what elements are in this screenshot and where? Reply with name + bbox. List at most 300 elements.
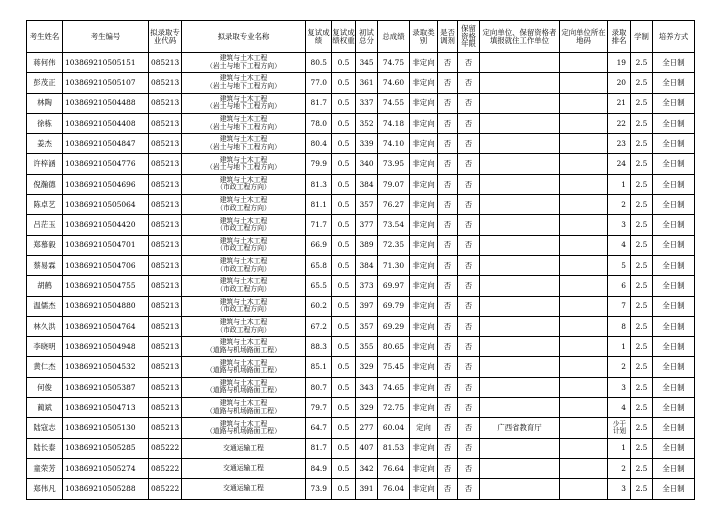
major-cell [182, 316, 306, 336]
total-score-cell: 79.07 [378, 174, 410, 194]
name-cell: 胡鹤 [27, 276, 63, 296]
weight-cell: 0.5 [332, 337, 356, 357]
rank-cell: 3 [608, 479, 631, 499]
total-score-cell: 71.30 [378, 255, 410, 275]
years-cell: 2.5 [631, 316, 653, 336]
table-row [27, 316, 695, 336]
column-header: 拟录取专业名称 [182, 21, 306, 53]
id-cell: 103869210504713 [63, 398, 149, 418]
adjust-cell: 否 [438, 296, 458, 316]
code-cell: 085213 [149, 215, 182, 235]
table-row [27, 337, 695, 357]
column-header: 是否调剂 [438, 21, 458, 53]
years-cell: 2.5 [631, 255, 653, 275]
id-cell: 103869210504420 [63, 215, 149, 235]
category-cell: 定向 [410, 418, 438, 438]
name-cell: 李晓明 [27, 337, 63, 357]
code-cell: 085213 [149, 73, 182, 93]
years-cell: 2.5 [631, 377, 653, 397]
total-score-cell: 74.75 [378, 53, 410, 73]
id-cell: 103869210504706 [63, 255, 149, 275]
location-code-cell [560, 113, 608, 133]
unit-cell [480, 479, 560, 499]
total-score-cell: 80.65 [378, 337, 410, 357]
id-cell: 103869210505130 [63, 418, 149, 438]
table-row [27, 215, 695, 235]
category-cell: 非定向 [410, 235, 438, 255]
id-cell: 103869210505064 [63, 195, 149, 215]
unit-cell [480, 337, 560, 357]
adjust-cell: 否 [438, 255, 458, 275]
name-cell: 许梓涵 [27, 154, 63, 174]
reserve-cell: 否 [458, 337, 480, 357]
table-row [27, 438, 695, 458]
category-cell: 非定向 [410, 113, 438, 133]
location-code-cell [560, 418, 608, 438]
category-cell: 非定向 [410, 276, 438, 296]
major-direction: （道路与机场路面工程） [206, 406, 281, 415]
category-cell: 非定向 [410, 479, 438, 499]
weight-cell: 0.5 [332, 113, 356, 133]
id-cell: 103869210504696 [63, 174, 149, 194]
initial-score-cell: 389 [356, 235, 378, 255]
major-cell [182, 154, 306, 174]
column-header: 定向单位所在地码 [560, 21, 608, 53]
reserve-cell: 否 [458, 479, 480, 499]
table-row [27, 113, 695, 133]
rank-cell: 3 [608, 215, 631, 235]
reserve-cell: 否 [458, 316, 480, 336]
column-header: 培养方式 [653, 21, 695, 53]
major-name: 建筑与土木工程 [219, 216, 268, 225]
name-cell: 陈卓艺 [27, 195, 63, 215]
years-cell: 2.5 [631, 276, 653, 296]
id-cell: 103869210504532 [63, 357, 149, 377]
location-code-cell [560, 235, 608, 255]
table-row [27, 195, 695, 215]
initial-score-cell: 373 [356, 276, 378, 296]
weight-cell: 0.5 [332, 479, 356, 499]
location-code-cell [560, 458, 608, 478]
rank-cell: 4 [608, 235, 631, 255]
name-cell: 郑伟凡 [27, 479, 63, 499]
initial-score-cell: 340 [356, 154, 378, 174]
major-name: 建筑与土木工程 [219, 297, 268, 306]
retest-score-cell: 77.0 [306, 73, 332, 93]
initial-score-cell: 339 [356, 134, 378, 154]
years-cell: 2.5 [631, 479, 653, 499]
major-name: 交通运输工程 [223, 484, 264, 493]
major-cell [182, 438, 306, 458]
table-row [27, 276, 695, 296]
location-code-cell [560, 438, 608, 458]
reserve-cell: 否 [458, 418, 480, 438]
retest-score-cell: 81.1 [306, 195, 332, 215]
major-cell [182, 53, 306, 73]
table-row [27, 296, 695, 316]
unit-cell: 广西省教育厅 [480, 418, 560, 438]
id-cell: 103869210504408 [63, 113, 149, 133]
column-header: 考生编号 [63, 21, 149, 53]
initial-score-cell: 337 [356, 93, 378, 113]
weight-cell: 0.5 [332, 377, 356, 397]
adjust-cell: 否 [438, 113, 458, 133]
retest-score-cell: 73.9 [306, 479, 332, 499]
major-cell [182, 479, 306, 499]
reserve-cell: 否 [458, 276, 480, 296]
total-score-cell: 60.04 [378, 418, 410, 438]
name-cell: 蔺斌 [27, 398, 63, 418]
rank-cell: 23 [608, 134, 631, 154]
years-cell: 2.5 [631, 73, 653, 93]
id-cell: 103869210505387 [63, 377, 149, 397]
total-score-cell: 72.75 [378, 398, 410, 418]
rank-cell: 19 [608, 53, 631, 73]
table-row [27, 154, 695, 174]
major-direction: （市政工程方向） [216, 305, 271, 314]
category-cell: 非定向 [410, 255, 438, 275]
rank-cell: 21 [608, 93, 631, 113]
category-cell: 非定向 [410, 174, 438, 194]
code-cell: 085222 [149, 458, 182, 478]
mode-cell: 全日制 [653, 316, 695, 336]
major-name: 建筑与土木工程 [219, 196, 268, 205]
major-name: 建筑与土木工程 [219, 155, 268, 164]
major-direction: （道路与机场路面工程） [206, 426, 281, 435]
column-header: 复试成绩权重 [332, 21, 356, 53]
table-row [27, 398, 695, 418]
reserve-cell: 否 [458, 53, 480, 73]
unit-cell [480, 134, 560, 154]
reserve-cell: 否 [458, 235, 480, 255]
retest-score-cell: 79.9 [306, 154, 332, 174]
table-row [27, 458, 695, 478]
rank-cell: 1 [608, 174, 631, 194]
retest-score-cell: 81.3 [306, 174, 332, 194]
mode-cell: 全日制 [653, 357, 695, 377]
id-cell: 103869210504764 [63, 316, 149, 336]
code-cell: 085213 [149, 296, 182, 316]
mode-cell: 全日制 [653, 337, 695, 357]
major-direction: （岩土与地下工程方向） [206, 61, 281, 70]
column-header: 复试成绩 [306, 21, 332, 53]
name-cell: 倪瀚德 [27, 174, 63, 194]
major-cell [182, 113, 306, 133]
years-cell: 2.5 [631, 215, 653, 235]
initial-score-cell: 361 [356, 73, 378, 93]
adjust-cell: 否 [438, 438, 458, 458]
major-name: 建筑与土木工程 [219, 378, 268, 387]
major-cell [182, 215, 306, 235]
major-cell [182, 337, 306, 357]
years-cell: 2.5 [631, 438, 653, 458]
major-name: 建筑与土木工程 [219, 419, 268, 428]
major-name: 交通运输工程 [223, 443, 264, 452]
id-cell: 103869210505107 [63, 73, 149, 93]
initial-score-cell: 355 [356, 337, 378, 357]
unit-cell [480, 458, 560, 478]
major-name: 建筑与土木工程 [219, 94, 268, 103]
code-cell: 085213 [149, 154, 182, 174]
total-score-cell: 74.60 [378, 73, 410, 93]
years-cell: 2.5 [631, 113, 653, 133]
rank-cell: 7 [608, 296, 631, 316]
reserve-cell: 否 [458, 296, 480, 316]
name-cell: 温儒杰 [27, 296, 63, 316]
mode-cell: 全日制 [653, 174, 695, 194]
major-cell [182, 73, 306, 93]
name-cell: 蒋何伟 [27, 53, 63, 73]
table-row [27, 73, 695, 93]
location-code-cell [560, 398, 608, 418]
name-cell: 林陶 [27, 93, 63, 113]
major-direction: （岩土与地下工程方向） [206, 122, 281, 131]
adjust-cell: 否 [438, 93, 458, 113]
total-score-cell: 69.29 [378, 316, 410, 336]
mode-cell: 全日制 [653, 276, 695, 296]
major-direction: （岩土与地下工程方向） [206, 142, 281, 151]
reserve-cell: 否 [458, 357, 480, 377]
rank-cell: 20 [608, 73, 631, 93]
total-score-cell: 73.95 [378, 154, 410, 174]
weight-cell: 0.5 [332, 398, 356, 418]
weight-cell: 0.5 [332, 73, 356, 93]
rank-cell: 4 [608, 398, 631, 418]
code-cell: 085222 [149, 438, 182, 458]
years-cell: 2.5 [631, 296, 653, 316]
rank-cell: 2 [608, 357, 631, 377]
retest-score-cell: 78.0 [306, 113, 332, 133]
total-score-cell: 81.53 [378, 438, 410, 458]
name-cell: 彭茂正 [27, 73, 63, 93]
code-cell: 085213 [149, 174, 182, 194]
location-code-cell [560, 154, 608, 174]
total-score-cell: 76.27 [378, 195, 410, 215]
weight-cell: 0.5 [332, 53, 356, 73]
years-cell: 2.5 [631, 93, 653, 113]
weight-cell: 0.5 [332, 215, 356, 235]
adjust-cell: 否 [438, 235, 458, 255]
mode-cell: 全日制 [653, 134, 695, 154]
weight-cell: 0.5 [332, 195, 356, 215]
table-row [27, 93, 695, 113]
location-code-cell [560, 195, 608, 215]
adjust-cell: 否 [438, 357, 458, 377]
category-cell: 非定向 [410, 93, 438, 113]
location-code-cell [560, 377, 608, 397]
table-row [27, 174, 695, 194]
unit-cell [480, 215, 560, 235]
major-cell [182, 134, 306, 154]
category-cell: 非定向 [410, 195, 438, 215]
major-name: 建筑与土木工程 [219, 74, 268, 83]
unit-cell [480, 316, 560, 336]
mode-cell: 全日制 [653, 154, 695, 174]
column-header: 拟录取专业代码 [149, 21, 182, 53]
location-code-cell [560, 73, 608, 93]
retest-score-cell: 66.9 [306, 235, 332, 255]
initial-score-cell: 384 [356, 255, 378, 275]
weight-cell: 0.5 [332, 235, 356, 255]
major-direction: （市政工程方向） [216, 264, 271, 273]
total-score-cell: 72.35 [378, 235, 410, 255]
initial-score-cell: 329 [356, 398, 378, 418]
major-name: 建筑与土木工程 [219, 175, 268, 184]
retest-score-cell: 85.1 [306, 357, 332, 377]
id-cell: 103869210504701 [63, 235, 149, 255]
major-name: 建筑与土木工程 [219, 115, 268, 124]
weight-cell: 0.5 [332, 174, 356, 194]
weight-cell: 0.5 [332, 134, 356, 154]
id-cell: 103869210505274 [63, 458, 149, 478]
category-cell: 非定向 [410, 154, 438, 174]
mode-cell: 全日制 [653, 255, 695, 275]
reserve-cell: 否 [458, 154, 480, 174]
unit-cell [480, 296, 560, 316]
category-cell: 非定向 [410, 316, 438, 336]
adjust-cell: 否 [438, 174, 458, 194]
adjust-cell: 否 [438, 195, 458, 215]
total-score-cell: 69.79 [378, 296, 410, 316]
retest-score-cell: 88.3 [306, 337, 332, 357]
admission-list [26, 20, 694, 500]
rank-cell: 22 [608, 113, 631, 133]
location-code-cell [560, 479, 608, 499]
reserve-cell: 否 [458, 134, 480, 154]
column-header: 学制 [631, 21, 653, 53]
column-header: 保留资格年限 [458, 21, 480, 53]
adjust-cell: 否 [438, 53, 458, 73]
name-cell: 黄仁杰 [27, 357, 63, 377]
mode-cell: 全日制 [653, 53, 695, 73]
major-direction: （岩土与地下工程方向） [206, 102, 281, 111]
category-cell: 非定向 [410, 296, 438, 316]
code-cell: 085213 [149, 276, 182, 296]
rank-cell: 1 [608, 337, 631, 357]
code-cell: 085213 [149, 357, 182, 377]
code-cell: 085213 [149, 398, 182, 418]
years-cell: 2.5 [631, 174, 653, 194]
weight-cell: 0.5 [332, 93, 356, 113]
major-cell [182, 296, 306, 316]
major-name: 建筑与土木工程 [219, 358, 268, 367]
code-cell: 085213 [149, 235, 182, 255]
code-cell: 085213 [149, 418, 182, 438]
adjust-cell: 否 [438, 316, 458, 336]
category-cell: 非定向 [410, 377, 438, 397]
reserve-cell: 否 [458, 458, 480, 478]
major-name: 交通运输工程 [223, 463, 264, 472]
unit-cell [480, 255, 560, 275]
unit-cell [480, 73, 560, 93]
unit-cell [480, 377, 560, 397]
reserve-cell: 否 [458, 113, 480, 133]
location-code-cell [560, 174, 608, 194]
code-cell: 085213 [149, 195, 182, 215]
rank-cell: 6 [608, 276, 631, 296]
reserve-cell: 否 [458, 438, 480, 458]
initial-score-cell: 377 [356, 215, 378, 235]
adjust-cell: 否 [438, 73, 458, 93]
location-code-cell [560, 316, 608, 336]
name-cell: 徐栋 [27, 113, 63, 133]
retest-score-cell: 80.4 [306, 134, 332, 154]
unit-cell [480, 235, 560, 255]
major-name: 建筑与土木工程 [219, 399, 268, 408]
rank-cell: 少干计划 [608, 418, 631, 438]
total-score-cell: 75.45 [378, 357, 410, 377]
reserve-cell: 否 [458, 174, 480, 194]
adjust-cell: 否 [438, 134, 458, 154]
major-cell [182, 418, 306, 438]
major-cell [182, 235, 306, 255]
weight-cell: 0.5 [332, 154, 356, 174]
major-name: 建筑与土木工程 [219, 135, 268, 144]
unit-cell [480, 93, 560, 113]
adjust-cell: 否 [438, 215, 458, 235]
id-cell: 103869210504755 [63, 276, 149, 296]
major-cell [182, 255, 306, 275]
years-cell: 2.5 [631, 357, 653, 377]
column-header: 录取排名 [608, 21, 631, 53]
table-row [27, 53, 695, 73]
major-name: 建筑与土木工程 [219, 318, 268, 327]
initial-score-cell: 329 [356, 357, 378, 377]
rank-cell: 2 [608, 195, 631, 215]
table-row [27, 357, 695, 377]
major-name: 建筑与土木工程 [219, 54, 268, 63]
table-row [27, 418, 695, 438]
adjust-cell: 否 [438, 458, 458, 478]
major-direction: （市政工程方向） [216, 325, 271, 334]
name-cell: 陆长泰 [27, 438, 63, 458]
mode-cell: 全日制 [653, 418, 695, 438]
initial-score-cell: 343 [356, 377, 378, 397]
unit-cell [480, 195, 560, 215]
location-code-cell [560, 337, 608, 357]
years-cell: 2.5 [631, 53, 653, 73]
category-cell: 非定向 [410, 458, 438, 478]
rank-cell: 2 [608, 458, 631, 478]
mode-cell: 全日制 [653, 215, 695, 235]
unit-cell [480, 357, 560, 377]
mode-cell: 全日制 [653, 398, 695, 418]
category-cell: 非定向 [410, 215, 438, 235]
years-cell: 2.5 [631, 398, 653, 418]
location-code-cell [560, 134, 608, 154]
mode-cell: 全日制 [653, 195, 695, 215]
location-code-cell [560, 215, 608, 235]
major-name: 建筑与土木工程 [219, 236, 268, 245]
name-cell: 陆寇志 [27, 418, 63, 438]
weight-cell: 0.5 [332, 458, 356, 478]
id-cell: 103869210505151 [63, 53, 149, 73]
name-cell: 何俊 [27, 377, 63, 397]
location-code-cell [560, 255, 608, 275]
category-cell: 非定向 [410, 438, 438, 458]
initial-score-cell: 352 [356, 113, 378, 133]
years-cell: 2.5 [631, 458, 653, 478]
name-cell: 童荣芳 [27, 458, 63, 478]
total-score-cell: 74.55 [378, 93, 410, 113]
mode-cell: 全日制 [653, 438, 695, 458]
reserve-cell: 否 [458, 215, 480, 235]
weight-cell: 0.5 [332, 276, 356, 296]
table-row [27, 235, 695, 255]
major-name: 建筑与土木工程 [219, 257, 268, 266]
retest-score-cell: 65.5 [306, 276, 332, 296]
adjust-cell: 否 [438, 418, 458, 438]
